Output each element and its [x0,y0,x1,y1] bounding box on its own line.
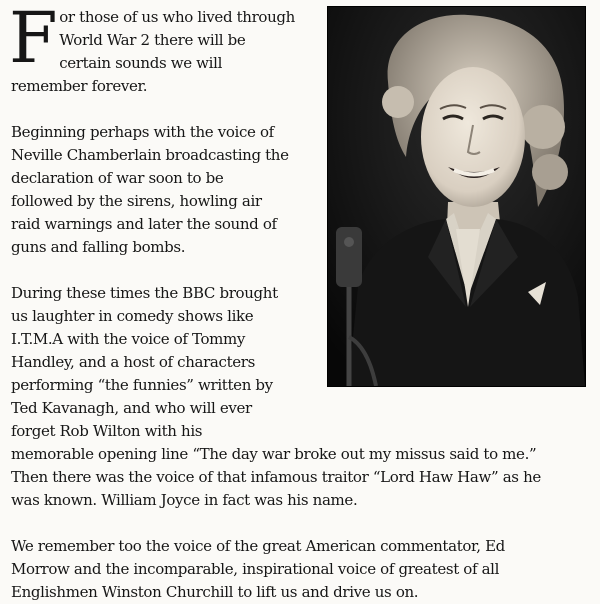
paragraph-1 [9,0,321,98]
text-line: or those of us who lived through [59,8,295,26]
text-line: Then there was the voice of that infamous traitor “Lord Haw Haw” as he [11,468,541,486]
text-line: memorable opening line “The day war broke out my missus said to me.” [11,445,537,463]
text-line: forget Rob Wilton with his [11,422,203,440]
text-line: During these times the BBC brought [11,284,278,302]
paragraph-4 [11,535,591,604]
text-line: Handley, and a host of characters [11,353,255,371]
paragraph-2 [11,121,321,259]
text-line: I.T.M.A with the voice of Tommy [11,330,246,348]
text-line: World War 2 there will be [59,31,246,49]
text-line: Neville Chamberlain broadcasting the [11,146,289,164]
portrait-photo [327,6,586,387]
text-line: guns and falling bombs. [11,238,186,256]
text-line: raid warnings and later the sound of [11,215,277,233]
text-line: Englishmen Winston Churchill to lift us and drive us on. [11,583,419,601]
text-line: remember forever. [11,77,148,95]
text-line: We remember too the voice of the great American commentator, Ed [11,537,505,555]
text-line: Beginning perhaps with the voice of [11,123,274,141]
text-line: followed by the sirens, howling air [11,192,262,210]
text-line: was known. William Joyce in fact was his name. [11,491,358,509]
text-line: Morrow and the incomparable, inspirational voice of greatest of all [11,560,500,578]
portrait-photo-icon [328,7,585,386]
text-line: declaration of war soon to be [11,169,224,187]
text-line: us laughter in comedy shows like [11,307,254,325]
text-line: certain sounds we will [59,54,223,72]
drop-cap: F [9,0,58,79]
text-line: performing “the funnies” written by [11,376,273,394]
text-line: Ted Kavanagh, and who will ever [11,399,252,417]
